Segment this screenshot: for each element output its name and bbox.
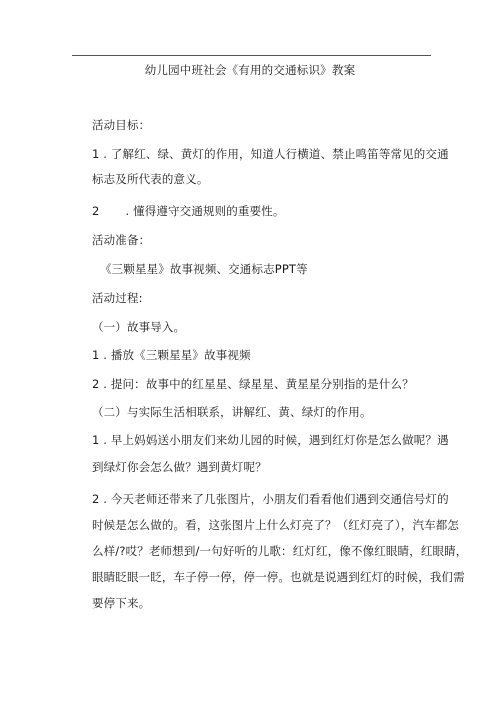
goal-1-line-1: 1 . 了解红、绿、黄灯的作用，知道人行横道、禁止鸣笛等常见的交通: [92, 147, 449, 161]
paragraph-2-line-2: 时候是怎么做的。看，这张图片上什么灯亮了？（红灯亮了），汽车都怎: [92, 518, 460, 532]
process-heading: 活动过程:: [92, 291, 143, 305]
goal-2-number: 2: [92, 204, 100, 218]
paragraph-1-line-2: 到绿灯你会怎么做？遇到黄灯呢？: [92, 460, 267, 474]
goal-2: [92, 203, 285, 219]
goal-1-line-2: 标志及所代表的意义。: [92, 172, 209, 186]
paragraph-2-line-5: 要停下来。: [92, 596, 151, 610]
header-rule: [72, 55, 431, 56]
goals-heading: 活动目标：: [92, 118, 151, 132]
prep-text: 《三颗星星》故事视频、交通标志PPT等: [100, 262, 308, 276]
part-2-heading: （二）与实际生活相联系，讲解红、黄、绿灯的作用。: [92, 405, 372, 419]
step-1: 1 . 播放《三颗星星》故事视频: [92, 348, 251, 362]
part-1-heading: （一）故事导入。: [92, 320, 186, 334]
goal-2-text: . 懂得遵守交通规则的重要性。: [125, 204, 285, 218]
paragraph-1-line-1: 1 . 早上妈妈送小朋友们来幼儿园的时候，遇到红灯你是怎么做呢？遇: [92, 433, 449, 447]
prep-heading: 活动准备：: [92, 233, 151, 247]
paragraph-2-line-3: 么样/?哎？老师想到/一句好听的儿歌：红灯红，像不像红眼睛，红眼睛，: [92, 544, 468, 558]
paragraph-2-line-4: 眼睛眨眼一眨，车子停一停，停一停。也就是说遇到红灯的时候，我们需: [92, 570, 465, 584]
step-2: 2 . 提问：故事中的红星星、绿星星、黄星星分别指的是什么？: [92, 377, 414, 391]
paragraph-2-line-1: 2 . 今天老师还带来了几张图片，小朋友们看看他们遇到交通信号灯的: [92, 492, 449, 506]
document-title: 幼儿园中班社会《有用的交通标识》教案: [144, 63, 356, 77]
